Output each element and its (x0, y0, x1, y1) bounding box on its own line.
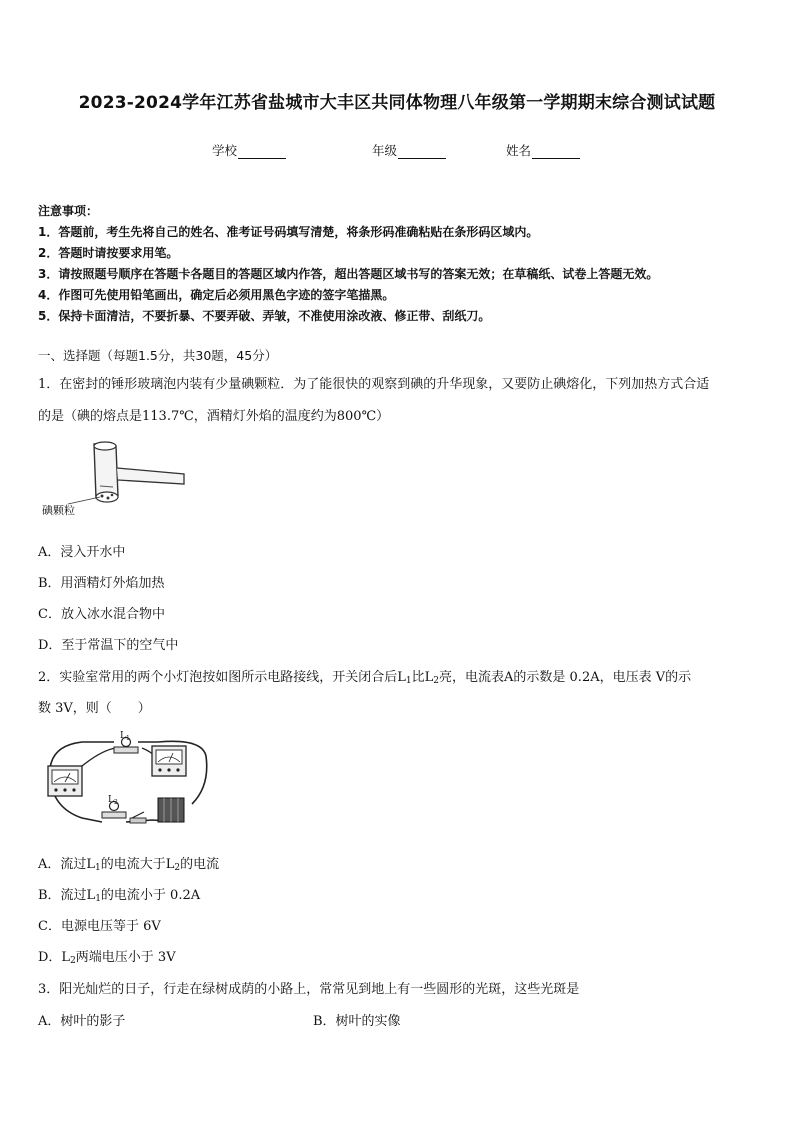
q2-optA-text-c: 的电流 (180, 857, 220, 872)
q2-sub2: 2 (433, 676, 440, 686)
name-label: 姓名 (506, 143, 532, 158)
q2-optD-text-b: 两端电压小于 3V (75, 950, 176, 965)
q1-option-c[interactable]: C．放入冰水混合物中 (38, 607, 165, 622)
note-item: 5．保持卡面清洁，不要折暴、不要弄破、弄皱，不准使用涂改液、修正带、刮纸刀。 (38, 309, 491, 323)
q2-option-b[interactable] (38, 884, 200, 904)
q2-optA-text-b: 的电流大于L (100, 857, 175, 872)
q2-text-a: 2．实验室常用的两个小灯泡按如图所示电路接线，开关闭合后L (38, 670, 406, 685)
q2-text-b: 比L (411, 670, 434, 685)
school-field[interactable] (212, 141, 286, 159)
q1-line2: 的是（碘的熔点是113.7℃，酒精灯外焰的温度约为800℃） (38, 409, 390, 424)
q3-line1: 3．阳光灿烂的日子，行走在绿树成荫的小路上，常常见到地上有一些圆形的光斑，这些光斑是 (38, 982, 580, 997)
q3-option-a[interactable]: A．树叶的影子 (38, 1014, 126, 1029)
q2-line1 (38, 666, 691, 686)
iodine-label: 碘颗粒 (42, 504, 75, 517)
school-label: 学校 (212, 143, 238, 158)
section-heading: 一、选择题（每题1.5分，共30题，45分） (38, 348, 278, 363)
circuit-figure (42, 726, 214, 832)
grade-blank[interactable] (398, 145, 446, 159)
q2-optB-text-a: B．流过L (38, 888, 96, 903)
q2-optD-sub: 2 (70, 956, 76, 966)
name-blank[interactable] (532, 145, 580, 159)
note-item: 2．答题时请按要求用笔。 (38, 246, 179, 260)
q2-optA-text-a: A．流过L (38, 857, 96, 872)
school-blank[interactable] (238, 145, 286, 159)
q1-option-b[interactable]: B．用酒精灯外焰加热 (38, 576, 165, 591)
l2-label: $L_2$ (108, 795, 118, 806)
grade-label: 年级 (372, 143, 398, 158)
q2-option-c[interactable]: C．电源电压等于 6V (38, 919, 161, 934)
student-info-row (0, 141, 794, 161)
name-field[interactable] (506, 141, 580, 159)
l1-label: $L_1$ (120, 731, 130, 742)
iodine-bulb-figure (38, 440, 198, 518)
q1-option-a[interactable]: A．浸入开水中 (38, 545, 126, 560)
q2-option-a[interactable] (38, 853, 219, 873)
q2-sub1: 1 (405, 676, 412, 686)
q2-optA-sub2: 2 (174, 863, 181, 873)
q2-text-c: 亮，电流表A的示数是 0.2A，电压表 V的示 (439, 670, 692, 685)
q1-option-d[interactable]: D．至于常温下的空气中 (38, 638, 179, 653)
q2-optA-sub1: 1 (95, 863, 101, 873)
notes-block (38, 201, 658, 327)
notes-heading: 注意事项： (38, 204, 99, 218)
grade-field[interactable] (372, 141, 446, 159)
note-item: 1．答题前，考生先将自己的姓名、准考证号码填写清楚，将条形码准确粘贴在条形码区域内。 (38, 225, 539, 239)
note-item: 4．作图可先使用铅笔画出，确定后必须用黑色字迹的签字笔描黑。 (38, 288, 395, 302)
q2-optB-sub: 1 (95, 894, 101, 904)
note-item: 3．请按照题号顺序在答题卡各题目的答题区域内作答，超出答题区域书写的答案无效；在草稿纸、试卷上答题无效。 (38, 267, 659, 281)
q3-option-b[interactable]: B．树叶的实像 (313, 1014, 401, 1029)
q2-optB-text-b: 的电流小于 0.2A (100, 888, 201, 903)
q2-line2: 数 3V，则（ ） (38, 701, 151, 716)
exam-title: 2023-2024学年江苏省盐城市大丰区共同体物理八年级第一学期期末综合测试试题 (78, 93, 716, 113)
q1-line1: 1．在密封的锤形玻璃泡内装有少量碘颗粒．为了能很快的观察到碘的升华现象，又要防止碘熔化，下列加热方式合适 (38, 377, 710, 392)
q2-optD-text-a: D．L (38, 950, 71, 965)
q2-option-d[interactable] (38, 946, 176, 966)
